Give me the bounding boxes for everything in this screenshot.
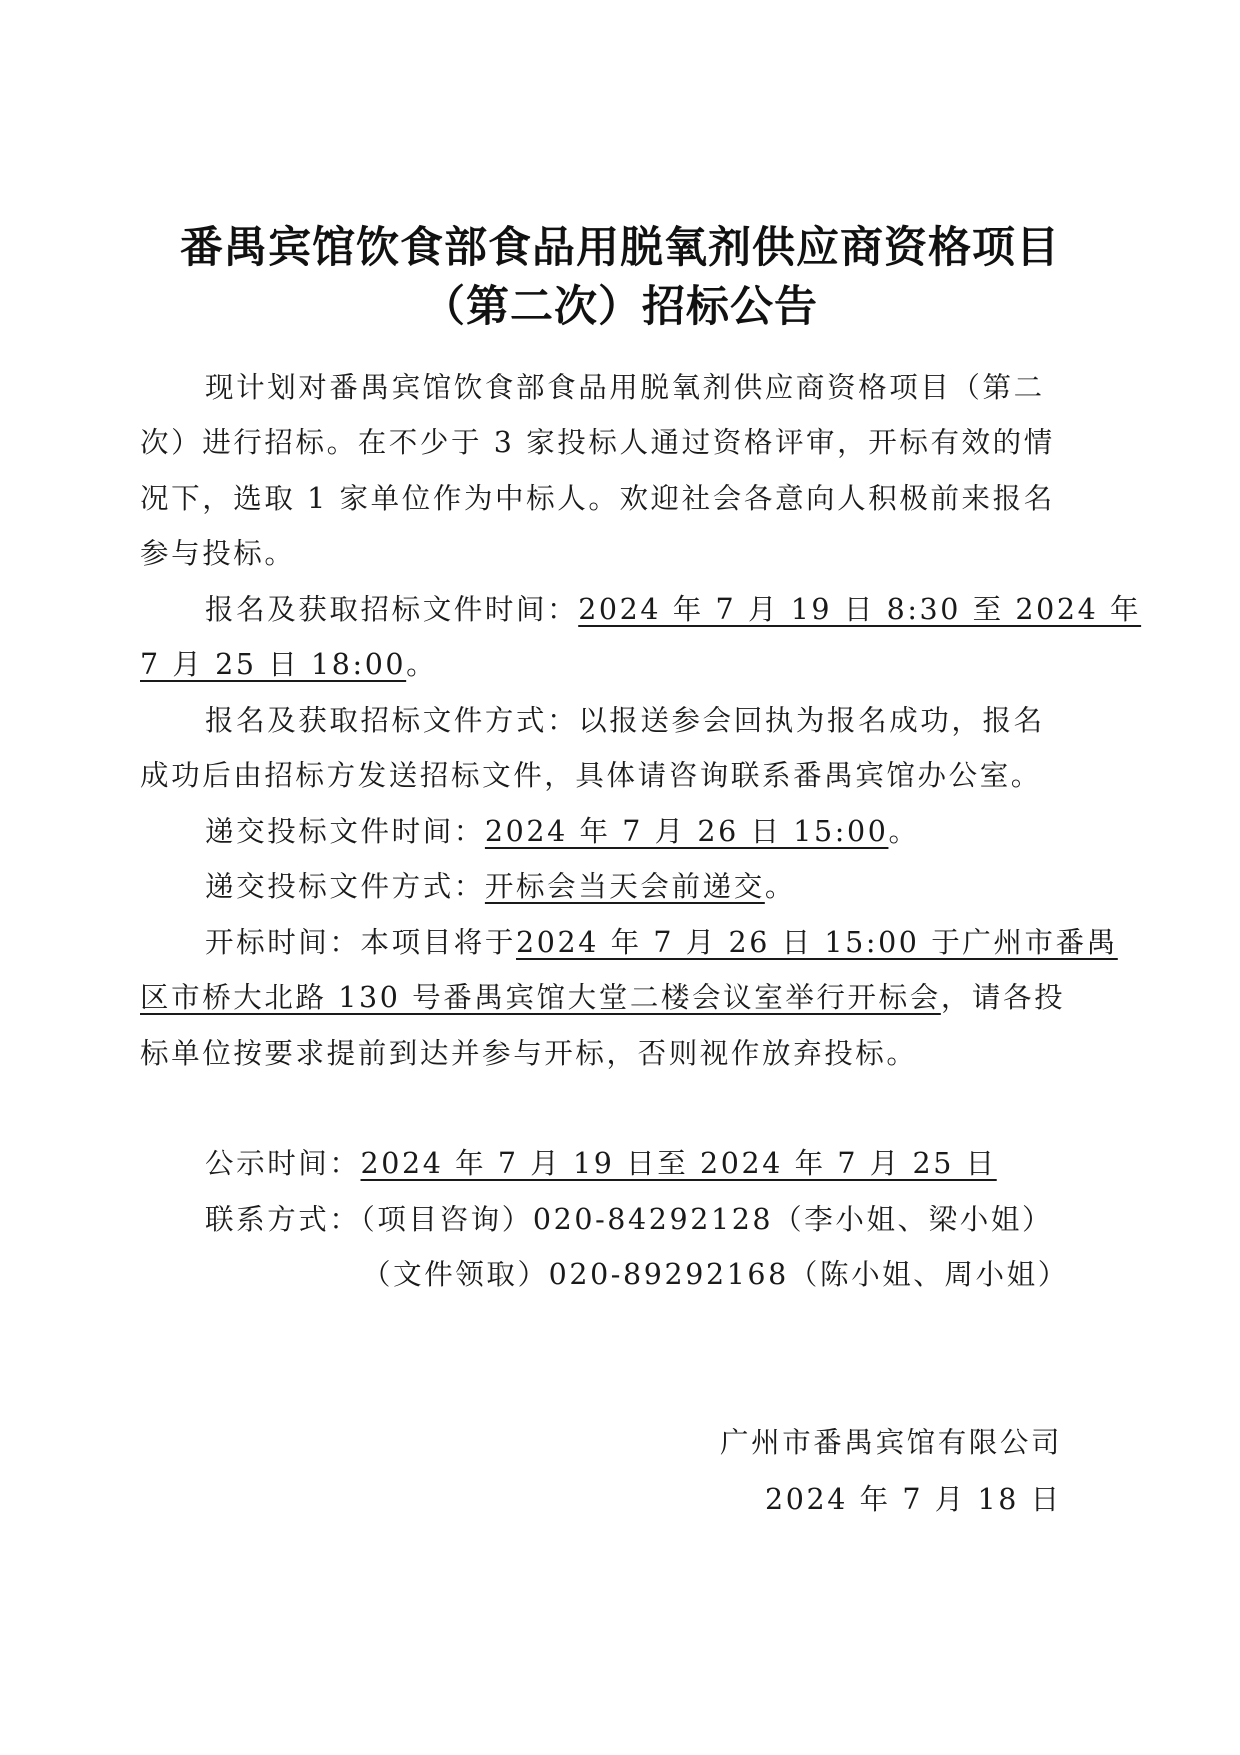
intro-line-4: 参与投标。	[140, 537, 296, 570]
submission-time-value: 2024 年 7 月 26 日 15:00	[484, 815, 889, 848]
submission-time-line	[205, 804, 920, 860]
notice-period-line	[205, 1136, 997, 1192]
opening-label: 开标时间：本项目将于	[205, 926, 517, 959]
registration-time-line-2	[140, 637, 437, 693]
submission-method-end: 。	[764, 870, 796, 903]
intro-line-1: 现计划对番禺宾馆饮食部食品用脱氧剂供应商资格项目（第二	[205, 371, 1045, 404]
submission-time-end: 。	[888, 815, 920, 848]
contact-line-2: （文件领取）020-89292168（陈小姐、周小姐）	[362, 1258, 1069, 1291]
document-title-line-1: 番禺宾馆饮食部食品用脱氧剂供应商资格项目	[180, 223, 1060, 273]
opening-after: ，请各投	[940, 981, 1066, 1014]
submission-method-label: 递交投标文件方式：	[205, 870, 485, 903]
contact-line-1	[205, 1192, 1053, 1248]
notice-period-value: 2024 年 7 月 19 日至 2024 年 7 月 25 日	[360, 1147, 997, 1180]
submission-time-label: 递交投标文件时间：	[205, 815, 485, 848]
registration-time-label: 报名及获取招标文件时间：	[205, 593, 579, 626]
contact-project-inquiry: （项目咨询）020-84292128（李小姐、梁小姐）	[360, 1203, 1054, 1236]
submission-method-value: 开标会当天会前递交	[484, 870, 765, 903]
intro-line-2: 次）进行招标。在不少于 3 家投标人通过资格评审，开标有效的情	[140, 426, 1055, 459]
registration-time-line-1	[205, 582, 1141, 638]
submission-method-line	[205, 859, 796, 915]
registration-time-value-part2: 7 月 25 日 18:00	[140, 648, 407, 681]
intro-line-3: 况下，选取 1 家单位作为中标人。欢迎社会各意向人积极前来报名	[140, 482, 1055, 515]
contact-label: 联系方式：	[205, 1203, 361, 1236]
opening-line-2	[140, 970, 1065, 1026]
registration-time-end: 。	[406, 648, 438, 681]
registration-method-line-2: 成功后由招标方发送招标文件，具体请咨询联系番禺宾馆办公室。	[140, 759, 1042, 792]
registration-time-value-part1: 2024 年 7 月 19 日 8:30 至 2024 年	[578, 593, 1142, 626]
opening-value-part2: 区市桥大北路 130 号番禺宾馆大堂二楼会议室举行开标会	[140, 981, 941, 1014]
notice-period-label: 公示时间：	[205, 1147, 361, 1180]
signature-organization: 广州市番禺宾馆有限公司	[720, 1426, 1063, 1459]
registration-method-line-1: 报名及获取招标文件方式：以报送参会回执为报名成功，报名	[205, 704, 1045, 737]
document-title-line-2: （第二次）招标公告	[422, 282, 818, 332]
signature-date: 2024 年 7 月 18 日	[765, 1483, 1062, 1516]
opening-line-3: 标单位按要求提前到达并参与开标，否则视作放弃投标。	[140, 1037, 918, 1070]
opening-line-1	[205, 915, 1118, 971]
opening-value-part1: 2024 年 7 月 26 日 15:00 于广州市番禺	[516, 926, 1118, 959]
